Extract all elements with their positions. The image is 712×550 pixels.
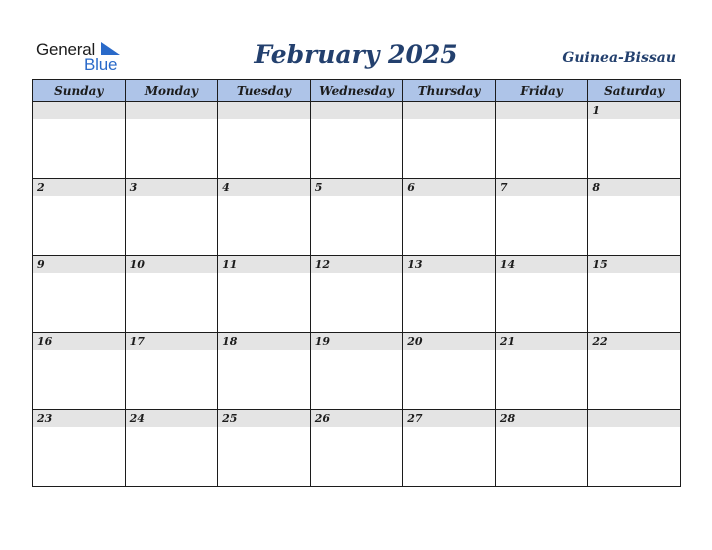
day-number: 9 [37, 258, 45, 271]
day-cell [495, 102, 588, 179]
day-number-bar [311, 256, 403, 273]
day-number [33, 102, 125, 104]
day-number-bar [33, 256, 125, 273]
weekday-header: Wednesday [310, 80, 403, 102]
day-number-bar [218, 102, 310, 119]
week-row [33, 410, 681, 487]
day-number-bar [496, 102, 588, 119]
day-number [403, 102, 495, 104]
day-cell [588, 410, 681, 487]
weekday-header: Thursday [403, 80, 496, 102]
day-cell [403, 410, 496, 487]
day-number-bar [403, 333, 495, 350]
day-number: 28 [499, 412, 516, 425]
day-number [218, 102, 310, 104]
day-number-bar [403, 410, 495, 427]
day-cell [33, 410, 126, 487]
day-number: 17 [129, 335, 145, 348]
day-number: 6 [407, 181, 415, 194]
day-number: 1 [592, 104, 601, 117]
weekday-header: Sunday [33, 80, 126, 102]
day-cell [310, 179, 403, 256]
day-cell [218, 179, 311, 256]
day-cell [33, 333, 126, 410]
day-cell [588, 179, 681, 256]
day-cell [403, 102, 496, 179]
day-cell [125, 102, 218, 179]
day-number: 18 [222, 335, 238, 348]
day-number: 27 [407, 412, 423, 425]
calendar-grid [32, 79, 681, 487]
day-number-bar [588, 256, 680, 273]
day-number-bar [588, 179, 680, 196]
day-number: 13 [407, 258, 423, 271]
day-number [588, 410, 680, 412]
day-number-bar [588, 102, 680, 119]
day-number-bar [218, 179, 310, 196]
day-cell [218, 256, 311, 333]
day-cell [310, 410, 403, 487]
day-cell [588, 333, 681, 410]
day-cell [125, 256, 218, 333]
day-number-bar [311, 179, 403, 196]
day-cell [33, 102, 126, 179]
day-number: 16 [37, 335, 53, 348]
day-number: 25 [222, 412, 238, 425]
day-number: 11 [222, 258, 238, 271]
day-number: 8 [592, 181, 601, 194]
week-row [33, 179, 681, 256]
day-number [496, 102, 588, 104]
week-row [33, 102, 681, 179]
day-number-bar [33, 410, 125, 427]
day-number: 12 [314, 258, 330, 271]
day-number-bar [403, 179, 495, 196]
day-cell [310, 102, 403, 179]
day-number: 21 [499, 335, 516, 348]
day-cell [310, 333, 403, 410]
day-number: 7 [499, 181, 508, 194]
day-number-bar [311, 102, 403, 119]
weekday-header-row [33, 80, 681, 102]
day-cell [588, 102, 681, 179]
day-number-bar [496, 179, 588, 196]
day-cell [33, 179, 126, 256]
day-number: 24 [129, 412, 145, 425]
day-number: 14 [499, 258, 516, 271]
day-number-bar [311, 333, 403, 350]
day-number-bar [126, 179, 218, 196]
day-number-bar [588, 410, 680, 427]
day-cell [495, 179, 588, 256]
weekday-header: Monday [125, 80, 218, 102]
day-cell [218, 333, 311, 410]
day-number-bar [218, 410, 310, 427]
day-cell [218, 102, 311, 179]
day-number-bar [126, 333, 218, 350]
logo-general-text: General [36, 40, 96, 59]
day-number-bar [496, 410, 588, 427]
day-number: 3 [129, 181, 138, 194]
day-number-bar [403, 102, 495, 119]
calendar-title: February 2025 [254, 40, 458, 69]
day-number-bar [311, 410, 403, 427]
week-row [33, 256, 681, 333]
day-cell [403, 179, 496, 256]
day-cell [125, 333, 218, 410]
day-cell [495, 256, 588, 333]
day-number [126, 102, 218, 104]
weekday-header: Friday [495, 80, 588, 102]
day-number: 5 [314, 181, 323, 194]
day-number: 4 [222, 181, 230, 194]
day-number: 22 [592, 335, 608, 348]
day-number-bar [33, 102, 125, 119]
day-cell [403, 256, 496, 333]
day-cell [588, 256, 681, 333]
week-row [33, 333, 681, 410]
weekday-header: Saturday [588, 80, 681, 102]
day-number-bar [126, 410, 218, 427]
day-number: 26 [314, 412, 330, 425]
day-number: 20 [407, 335, 423, 348]
day-number-bar [496, 256, 588, 273]
day-cell [403, 333, 496, 410]
day-number [311, 102, 403, 104]
day-number-bar [496, 333, 588, 350]
day-number-bar [403, 256, 495, 273]
day-number-bar [588, 333, 680, 350]
day-cell [33, 256, 126, 333]
day-number: 19 [314, 335, 330, 348]
day-cell [310, 256, 403, 333]
day-number: 2 [37, 181, 45, 194]
day-number: 15 [592, 258, 608, 271]
day-number-bar [126, 102, 218, 119]
day-number-bar [218, 256, 310, 273]
day-number-bar [33, 179, 125, 196]
day-cell [125, 179, 218, 256]
day-cell [495, 410, 588, 487]
country-label: Guinea-Bissau [562, 50, 676, 66]
logo-blue-text: Blue [84, 55, 118, 74]
day-number: 23 [37, 412, 53, 425]
day-number-bar [218, 333, 310, 350]
day-number-bar [126, 256, 218, 273]
day-cell [218, 410, 311, 487]
day-cell [495, 333, 588, 410]
day-number-bar [33, 333, 125, 350]
day-number: 10 [129, 258, 145, 271]
day-cell [125, 410, 218, 487]
weekday-header: Tuesday [218, 80, 311, 102]
